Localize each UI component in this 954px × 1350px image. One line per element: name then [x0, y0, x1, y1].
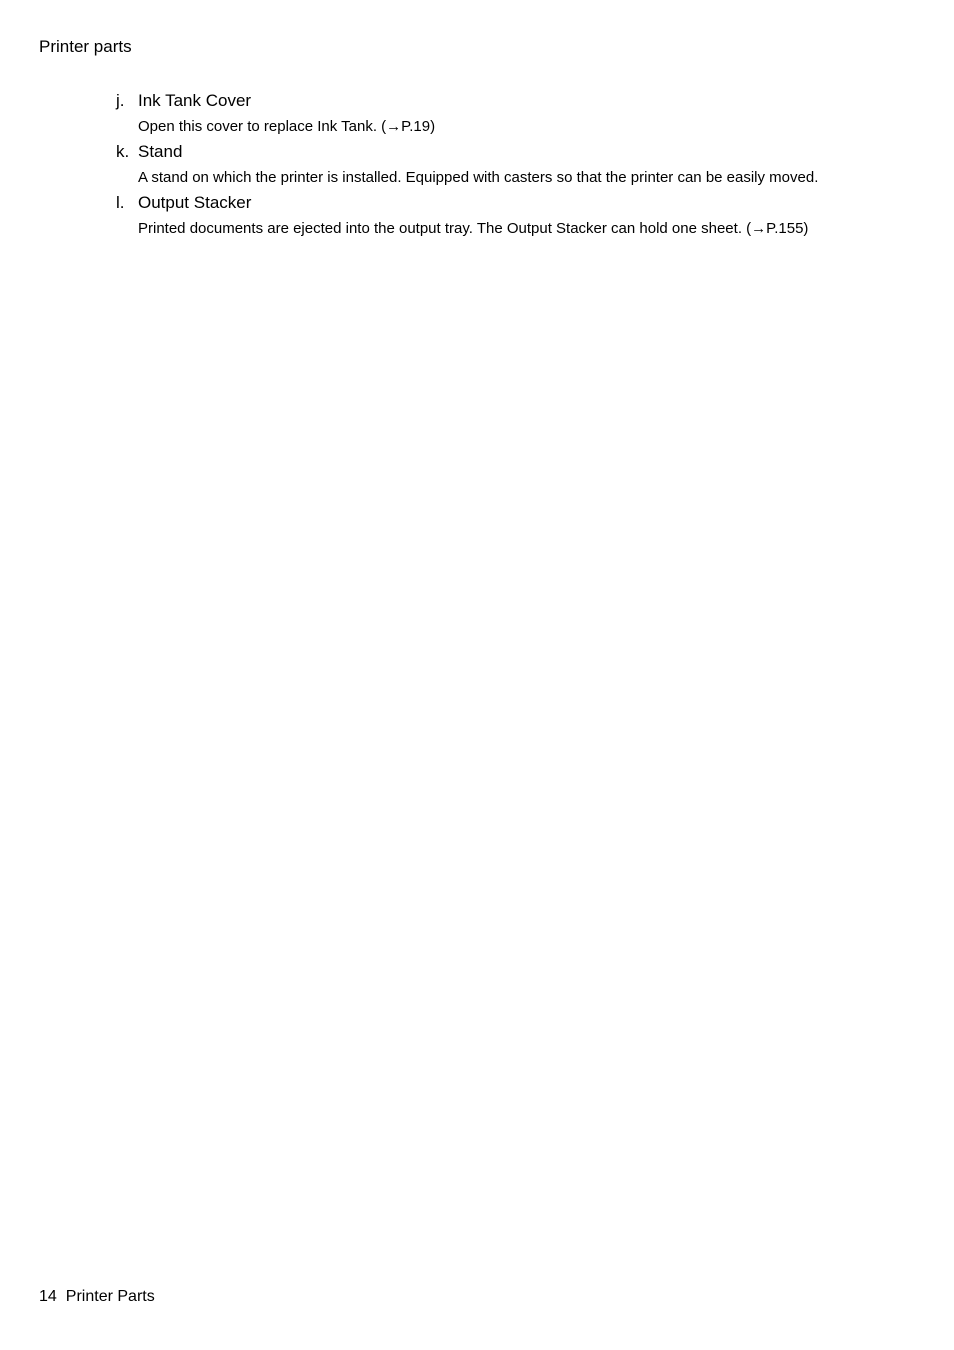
list-item-ink-tank-cover	[0, 90, 954, 137]
parts-list	[0, 90, 954, 239]
item-description: Printed documents are ejected into the output tray. The Output Stacker can hold one sheet. (→P.155)	[138, 220, 809, 237]
item-title: Stand	[138, 142, 183, 161]
item-description: Open this cover to replace Ink Tank. (→P.19)	[138, 118, 436, 135]
item-description: A stand on which the printer is installed. Equipped with casters so that the printer can be easily moved.	[138, 169, 819, 186]
item-title: Output Stacker	[138, 193, 252, 212]
list-item-stand	[0, 141, 954, 188]
page-header	[39, 37, 132, 57]
section-title: Printer parts	[39, 37, 132, 56]
page-footer	[39, 1287, 155, 1307]
item-title: Ink Tank Cover	[138, 91, 252, 110]
item-marker: k.	[116, 142, 130, 161]
list-item-output-stacker	[0, 192, 954, 239]
chapter-title: Printer Parts	[65, 1288, 155, 1305]
item-marker: l.	[116, 193, 125, 212]
item-marker: j.	[116, 91, 125, 110]
page-number: 14	[39, 1288, 57, 1305]
